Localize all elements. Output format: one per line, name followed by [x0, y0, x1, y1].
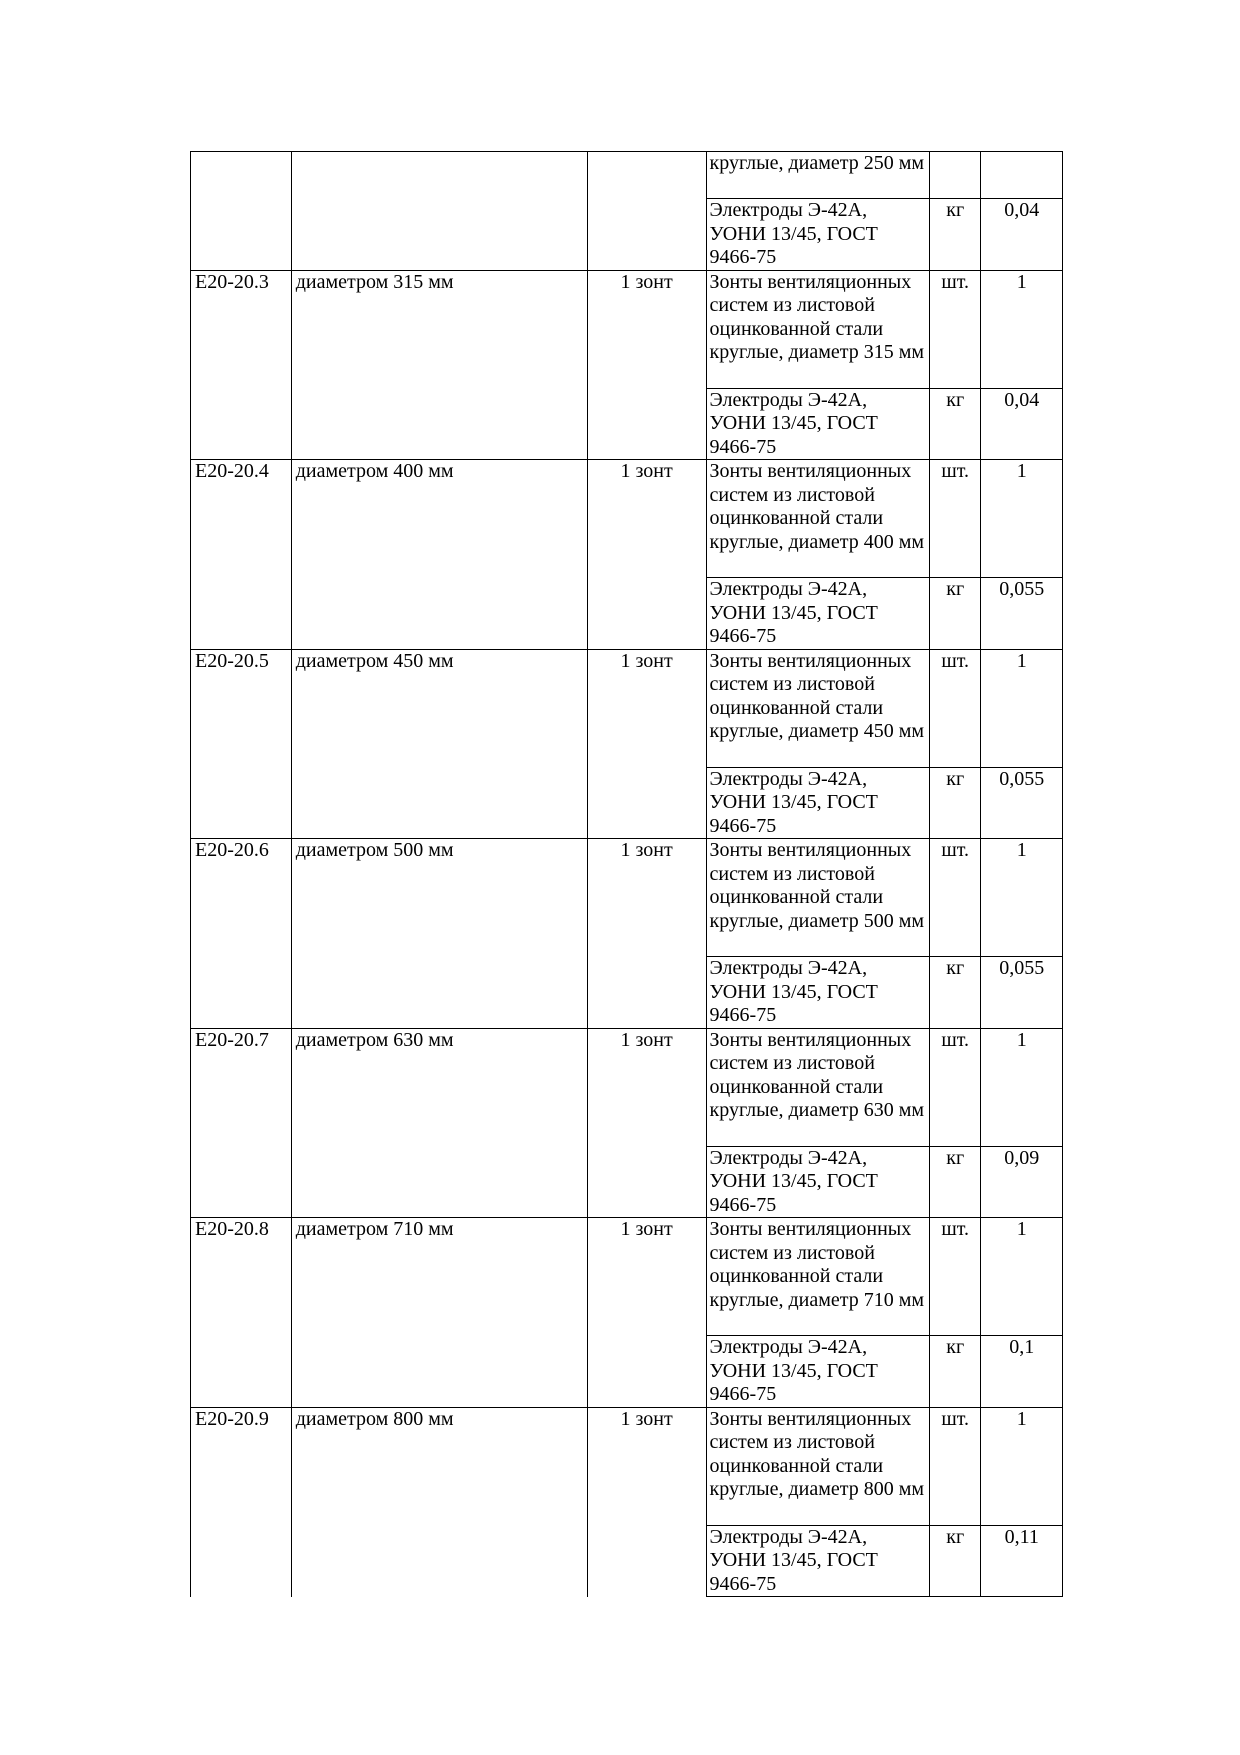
electrode-unit-cell: кг — [930, 767, 981, 839]
resource-name-cell: Зонты вентиляционных систем из листовой оцинкованной стали круглые, диаметр 630 мм — [706, 1028, 930, 1146]
resource-name-cell: Зонты вентиляционных систем из листовой оцинкованной стали круглые, диаметр 800 мм — [706, 1407, 930, 1525]
resource-unit-cell: шт. — [930, 839, 981, 957]
title-cell: диаметром 315 мм — [291, 270, 587, 460]
code-cell: Е20-20.6 — [191, 839, 292, 1029]
code-cell: Е20-20.4 — [191, 460, 292, 650]
code-cell: Е20-20.9 — [191, 1407, 292, 1597]
norm-row — [191, 1028, 1063, 1146]
electrode-value-cell: 0,1 — [981, 1336, 1063, 1408]
electrode-unit-cell: кг — [930, 578, 981, 650]
resource-unit-cell: шт. — [930, 649, 981, 767]
meter-cell: 1 зонт — [587, 649, 706, 839]
code-cell: Е20-20.8 — [191, 1218, 292, 1408]
electrode-name-cell: Электроды Э-42А, УОНИ 13/45, ГОСТ 9466-75 — [706, 1336, 930, 1408]
title-cell: диаметром 800 мм — [291, 1407, 587, 1597]
electrode-unit-cell: кг — [930, 1146, 981, 1218]
title-cell: диаметром 710 мм — [291, 1218, 587, 1408]
norm-row — [191, 649, 1063, 767]
norm-row — [191, 460, 1063, 578]
resource-unit-cell: шт. — [930, 460, 981, 578]
resource-name-cell: Зонты вентиляционных систем из листовой оцинкованной стали круглые, диаметр 315 мм — [706, 270, 930, 388]
meter-cell: 1 зонт — [587, 839, 706, 1029]
electrode-name-cell: Электроды Э-42А, УОНИ 13/45, ГОСТ 9466-75 — [706, 578, 930, 650]
code-cell — [191, 152, 292, 271]
title-cell: диаметром 450 мм — [291, 649, 587, 839]
resource-value-cell: 1 — [981, 1218, 1063, 1336]
electrode-value-cell: 0,04 — [981, 388, 1063, 460]
norm-row — [191, 270, 1063, 388]
code-cell: Е20-20.5 — [191, 649, 292, 839]
electrode-value-cell: 0,055 — [981, 578, 1063, 650]
electrode-unit-cell: кг — [930, 388, 981, 460]
code-cell: Е20-20.7 — [191, 1028, 292, 1218]
norm-row — [191, 1407, 1063, 1525]
title-cell: диаметром 500 мм — [291, 839, 587, 1029]
meter-cell: 1 зонт — [587, 1407, 706, 1597]
resource-name-cell: Зонты вентиляционных систем из листовой оцинкованной стали круглые, диаметр 450 мм — [706, 649, 930, 767]
electrode-value-cell: 0,04 — [981, 199, 1063, 271]
electrode-unit-cell: кг — [930, 1525, 981, 1597]
title-cell — [291, 152, 587, 271]
resource-name-cell: Зонты вентиляционных систем из листовой оцинкованной стали круглые, диаметр 710 мм — [706, 1218, 930, 1336]
resource-name-cell: Зонты вентиляционных систем из листовой оцинкованной стали круглые, диаметр 400 мм — [706, 460, 930, 578]
title-cell: диаметром 630 мм — [291, 1028, 587, 1218]
resource-unit-cell — [930, 152, 981, 199]
title-cell: диаметром 400 мм — [291, 460, 587, 650]
electrode-name-cell: Электроды Э-42А, УОНИ 13/45, ГОСТ 9466-75 — [706, 1146, 930, 1218]
meter-cell — [587, 152, 706, 271]
electrode-name-cell: Электроды Э-42А, УОНИ 13/45, ГОСТ 9466-75 — [706, 199, 930, 271]
resource-name-cell: круглые, диаметр 250 мм — [706, 152, 930, 199]
resource-unit-cell: шт. — [930, 1218, 981, 1336]
electrode-name-cell: Электроды Э-42А, УОНИ 13/45, ГОСТ 9466-75 — [706, 767, 930, 839]
resource-name-cell: Зонты вентиляционных систем из листовой оцинкованной стали круглые, диаметр 500 мм — [706, 839, 930, 957]
resource-value-cell: 1 — [981, 649, 1063, 767]
resource-value-cell — [981, 152, 1063, 199]
electrode-unit-cell: кг — [930, 1336, 981, 1408]
resource-value-cell: 1 — [981, 270, 1063, 388]
electrode-value-cell: 0,11 — [981, 1525, 1063, 1597]
electrode-name-cell: Электроды Э-42А, УОНИ 13/45, ГОСТ 9466-75 — [706, 957, 930, 1029]
resource-unit-cell: шт. — [930, 270, 981, 388]
meter-cell: 1 зонт — [587, 460, 706, 650]
norm-row — [191, 839, 1063, 957]
electrode-value-cell: 0,055 — [981, 957, 1063, 1029]
electrode-unit-cell: кг — [930, 199, 981, 271]
resource-value-cell: 1 — [981, 460, 1063, 578]
electrode-value-cell: 0,09 — [981, 1146, 1063, 1218]
electrode-unit-cell: кг — [930, 957, 981, 1029]
resource-value-cell: 1 — [981, 839, 1063, 957]
electrode-name-cell: Электроды Э-42А, УОНИ 13/45, ГОСТ 9466-75 — [706, 1525, 930, 1597]
electrode-name-cell: Электроды Э-42А, УОНИ 13/45, ГОСТ 9466-75 — [706, 388, 930, 460]
norm-row — [191, 1218, 1063, 1336]
resource-unit-cell: шт. — [930, 1407, 981, 1525]
meter-cell: 1 зонт — [587, 1028, 706, 1218]
continuation-row — [191, 152, 1063, 199]
resource-unit-cell: шт. — [930, 1028, 981, 1146]
norms-table-body — [191, 152, 1063, 1597]
meter-cell: 1 зонт — [587, 1218, 706, 1408]
electrode-value-cell: 0,055 — [981, 767, 1063, 839]
code-cell: Е20-20.3 — [191, 270, 292, 460]
resource-value-cell: 1 — [981, 1028, 1063, 1146]
resource-value-cell: 1 — [981, 1407, 1063, 1525]
norms-table — [190, 151, 1063, 1597]
meter-cell: 1 зонт — [587, 270, 706, 460]
